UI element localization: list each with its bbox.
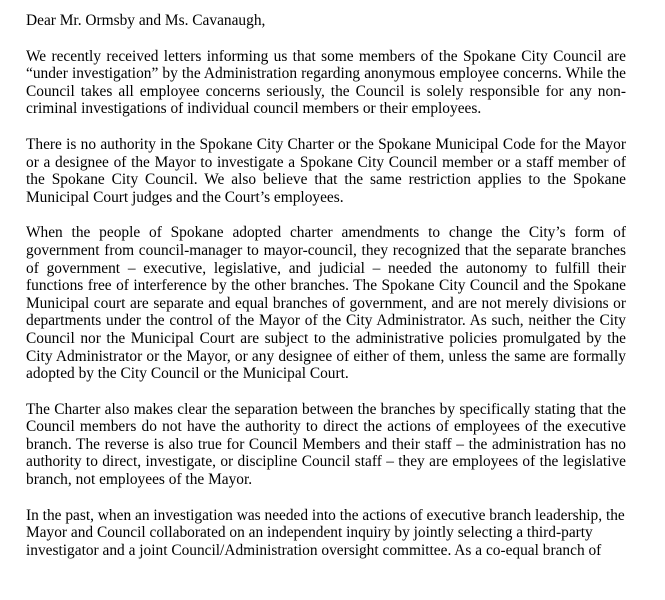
paragraph-investigation-notice: We recently received letters informing us that some members of the Spokane City Council are “under investigation” by the Administration regarding anonymous employee concerns. While the Council takes all employee concerns seriously, the Council is solely responsible for any non-criminal investigations of individual council members or their employees. xyxy=(26,47,626,118)
salutation: Dear Mr. Ormsby and Ms. Cavanaugh, xyxy=(26,12,266,29)
paragraph-charter-authority: There is no authority in the Spokane City Charter or the Spokane Municipal Code for the Mayor or a designee of the Mayor to investigate a Spokane City Council member or a staff member of the Spokane City Council. We also believe that the same restriction applies to the Spokane Municipal Court judges and the Court’s employees. xyxy=(26,135,626,206)
paragraph-past-investigations: In the past, when an investigation was needed into the actions of executive branch leadership, the Mayor and Council collaborated on an independent inquiry by jointly selecting a third-party investigator and a joint Council/Administration oversight committee. As a co-equal branch of xyxy=(26,506,625,559)
paragraph-charter-separation: The Charter also makes clear the separation between the branches by specifically stating that the Council members do not have the authority to direct the actions of employees of the executive branch. The reverse is also true for Council Members and their staff – the administration has no authority to direct, investigate, or discipline Council staff – they are employees of the legislative branch, not employees of the Mayor. xyxy=(26,400,626,489)
letter-body xyxy=(26,0,626,559)
paragraph-separate-branches: When the people of Spokane adopted charter amendments to change the City’s form of government from council-manager to mayor-council, they recognized that the separate branches of government – executive, legislative, and judicial – needed the autonomy to fulfill their functions free of interference by the other branches. The Spokane City Council and the Spokane Municipal court are separate and equal branches of government, and are not merely divisions or departments under the control of the Mayor of the City Administrator. As such, neither the City Council nor the Municipal Court are subject to the administrative policies promulgated by the City Administrator or the Mayor, or any designee of either of them, unless the same are formally adopted by the City Council or the Municipal Court. xyxy=(26,224,626,383)
